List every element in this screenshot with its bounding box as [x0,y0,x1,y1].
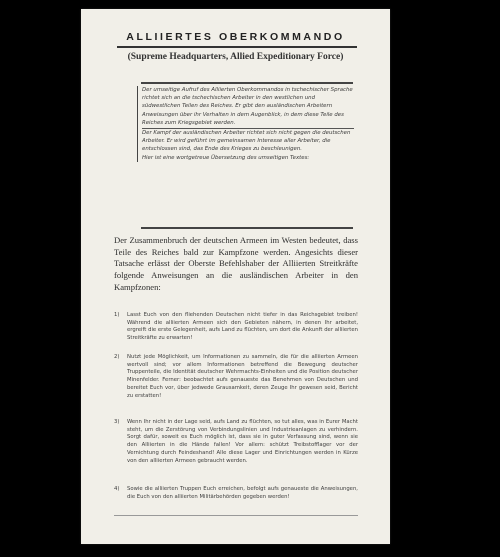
note-paragraph-3: Hier ist eine wortgetreue Übersetzung des umseitigen Textes: [142,154,310,161]
leaflet-sheet [81,9,390,544]
translation-note-box [137,86,354,162]
document-subtitle: (Supreme Headquarters, Allied Expeditionary Force) [127,52,344,62]
item-number: 3) [114,419,120,425]
item-text: Sowie die alliierten Truppen Euch erreichen, befolgt aufs genaueste die Anweisungen, die Euch von den alliierten Militärbehörden gegeben werden! [127,486,358,500]
intro-paragraph: Der Zusammenbruch der deutschen Armeen im Westen bedeutet, dass Teile des Reiches bald zur Kampfzone werden. Angesichts dieser Tatsache erlässt der Oberste Befehlshaber der Alliierten Streitkräfte folgende Anweisungen an die ausländischen Arbeiter in den Kampfzonen: [114,235,358,292]
box-top-rule [141,82,353,84]
item-number: 1) [114,312,120,318]
item-text: Lasst Euch von den fliehenden Deutschen nicht tiefer in das Reichsgebiet treiben! Während die alliierten Armeen sich den Gebieten nähern, in denen Ihr arbeitet, ergreift die erste Gelegenheit, aufs Land zu flüchten, um dort die Ankunft der alliierten Streitkräfte zu erwarten! [127,312,358,342]
item-text: Nutzt jede Möglichkeit, um Informationen zu sammeln, die für die alliierten Armeen wertvoll sind; vor allem Informationen betreffend die Bewegung deutscher Truppenteile, die Identität deutscher Wehrmachts-Einheiten und die Position deutscher Minenfelder. Ferner: beobachtet aufs genaueste das Benehmen von Deutschen und bereitet Euch vor, über jedwede Grausamkeit, deren Zeuge Ihr gewesen seid, Bericht zu erstatten! [127,354,358,399]
item-text: Wenn Ihr nicht in der Lage seid, aufs Land zu flüchten, so tut alles, was in Eurer Macht steht, um die Zerstörung von Verbindungslinien und Industrieanlagen zu verhindern. Sorgt dafür, soweit es Euch möglich ist, dass sie in guter Verfassung sind, wenn sie den Alliierten in die Hände fallen! Vor allem: schützt Treibstofflager vor der Vernichtung durch Feindeshand! Alle diese Lager und Einrichtungen werden in Kürze von den alliierten Armeen gebraucht werden. [127,419,358,464]
item-number: 2) [114,354,120,360]
note-paragraph-2: Der Kampf der ausländischen Arbeiter richtet sich nicht gegen die deutschen Arbeiter. Er wird geführt im gemeinsamen Interesse aller Arbeiter, die entschlossen sind, das Ende des Krieges zu beschleunigen. [142,128,354,154]
bottom-divider [114,515,358,516]
note-paragraph-1: Der umseitige Aufruf des Alliierten Oberkommandos in tschechischer Sprache richtet sich an die tschechischen Arbeiter in den westlichen und südwestlichen Teilen des Reiches. Er gibt den ausländischen Arbeitern Anweisungen über ihr Verhalten in dem Augenblick, in dem diese Teile des Reiches zum Kriegsgebiet werden. [142,87,353,126]
document-title: ALLIIERTES OBERKOMMANDO [126,31,345,43]
item-number: 4) [114,486,120,492]
title-underline [117,46,357,48]
box-bottom-rule [141,227,353,229]
